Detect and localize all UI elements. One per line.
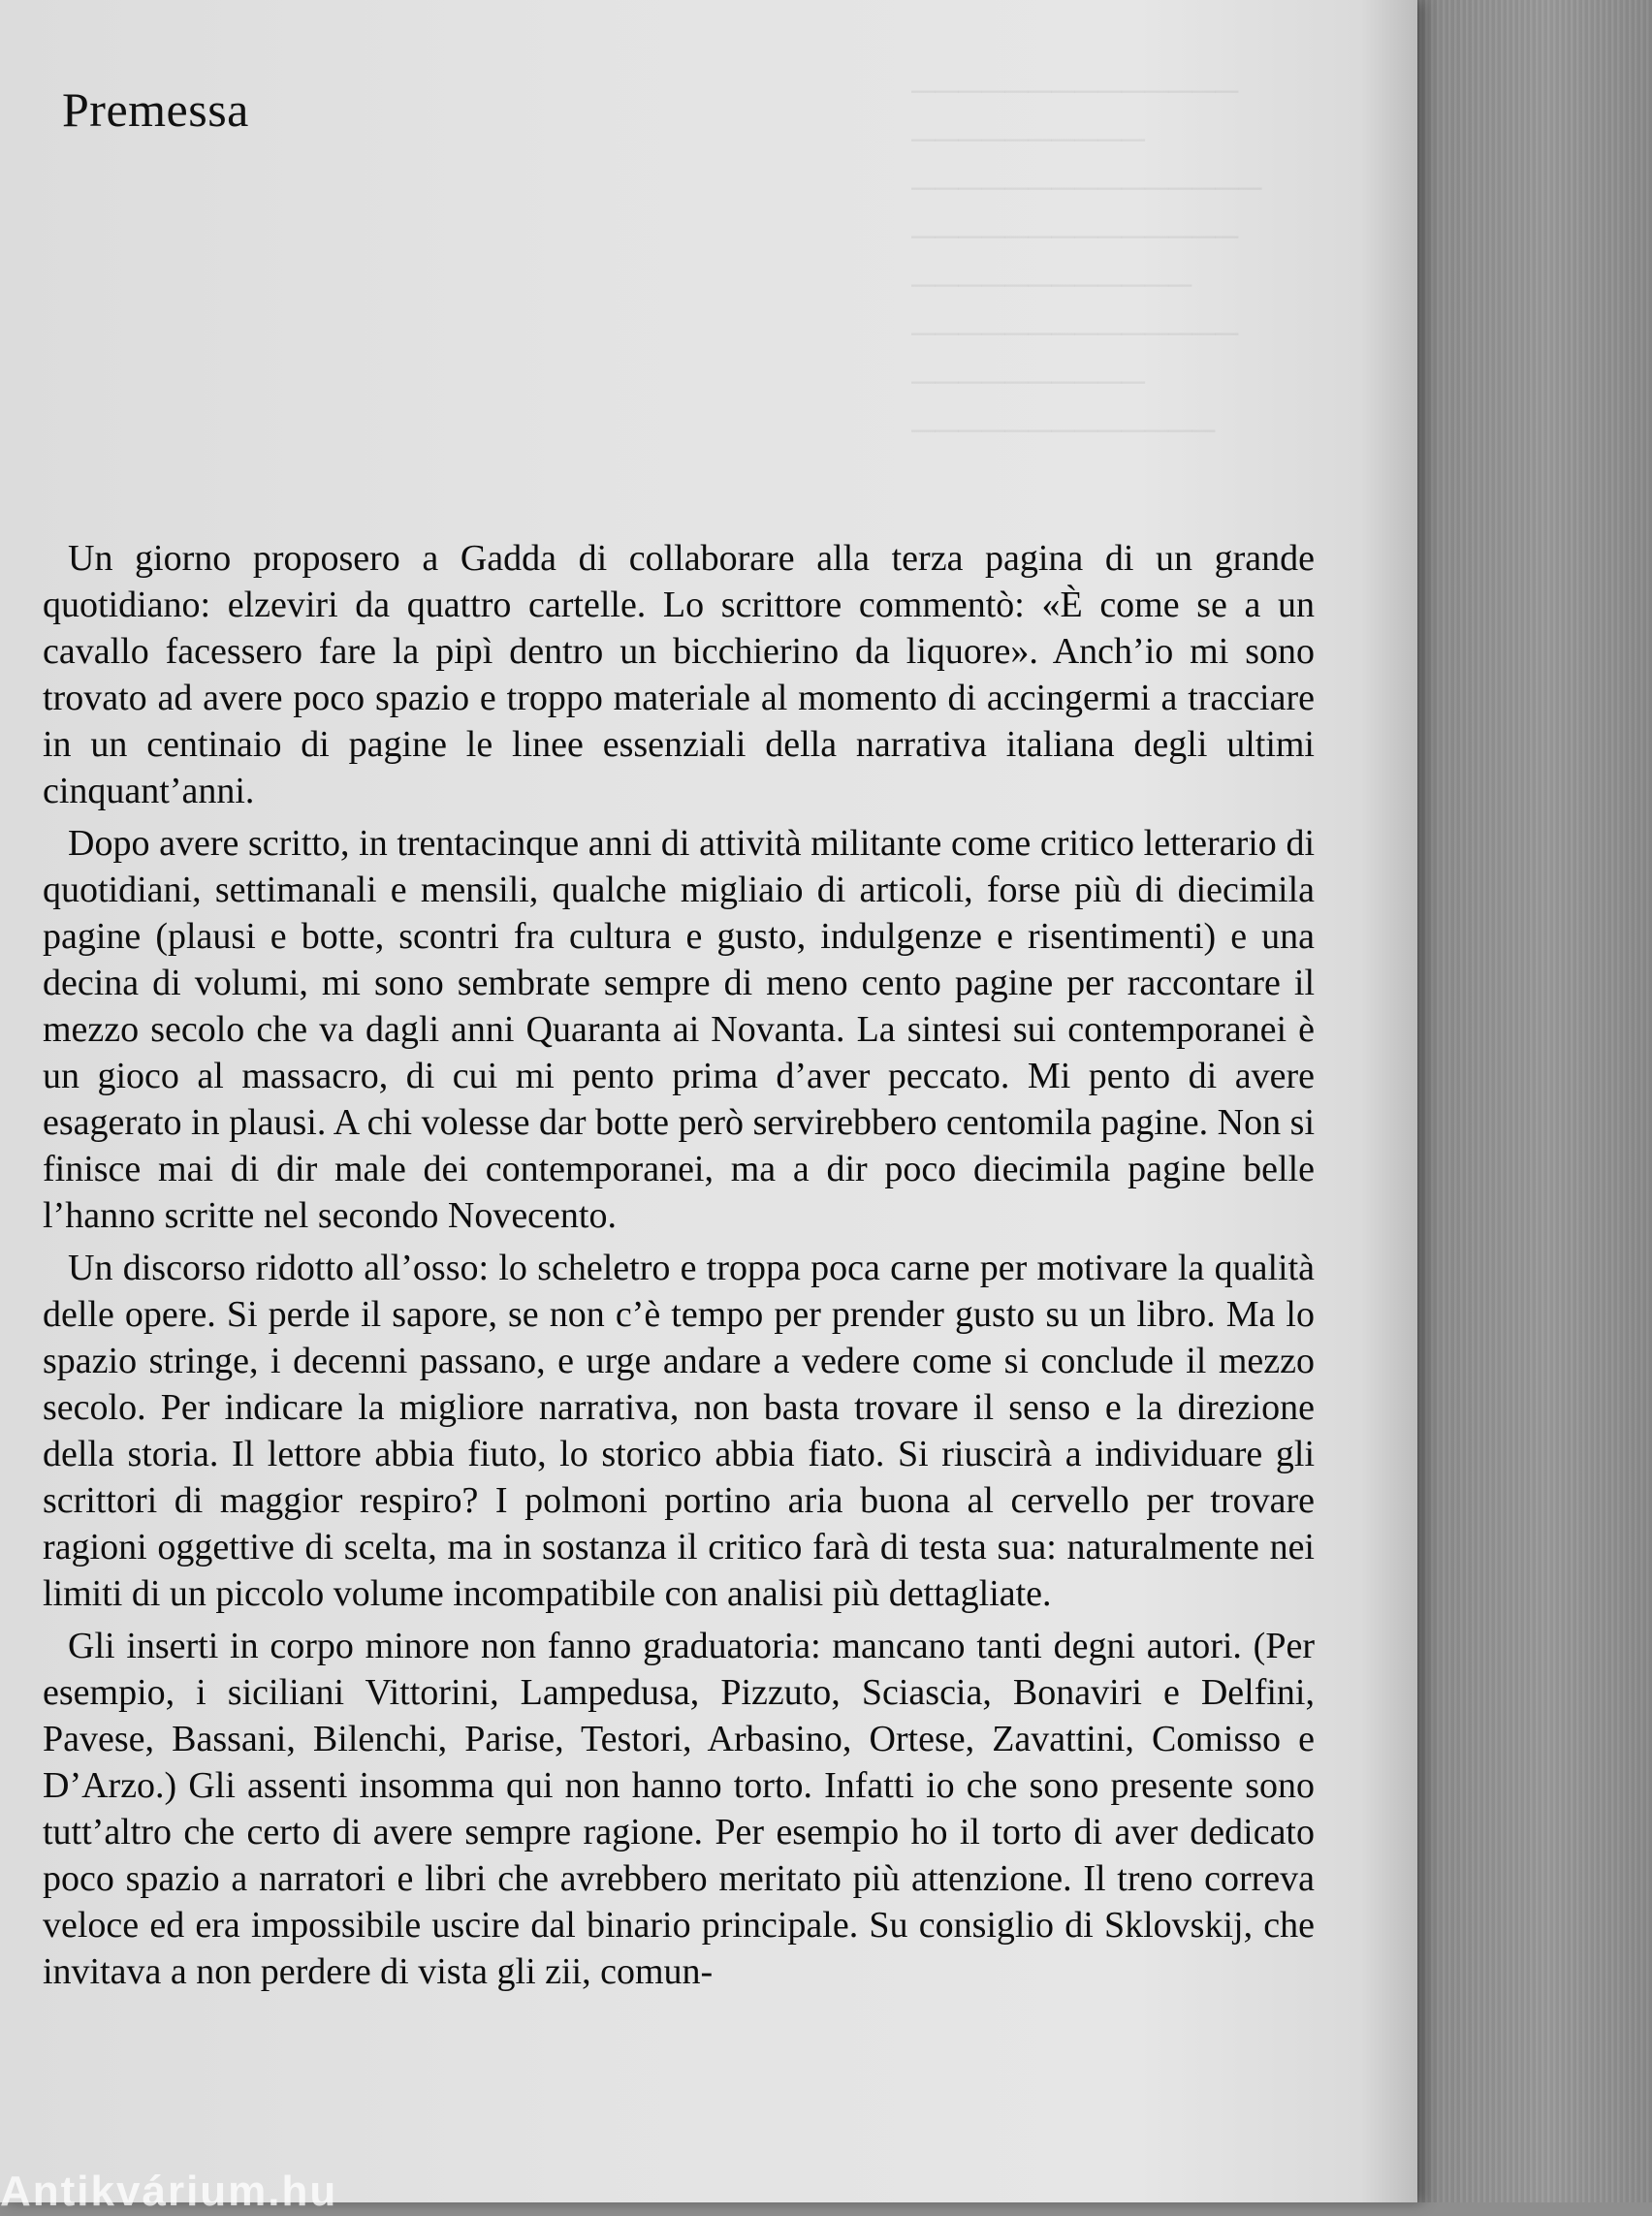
body-text <box>43 535 1315 2001</box>
watermark: Antikvárium.hu <box>0 2168 338 2215</box>
paragraph-3: Un discorso ridotto all’osso: lo scheletro e troppa poca carne per motivare la qualità delle opere. Si perde il sapore, se non c’è tempo per prender gusto su un libro. Ma lo spazio stringe, i decenni passano, e urge andare a vedere come si conclude il mezzo secolo. Per indicare la migliore narrativa, non basta trovare il senso e la direzione della storia. Il lettore abbia fiuto, lo storico abbia fiato. Si riuscirà a individuare gli scrittori di maggior respiro? I polmoni portino aria buona al cervello per trovare ragioni oggettive di scelta, ma in sostanza il critico farà di testa sua: naturalmente nei limiti di un piccolo volume incompatibile con analisi più dettagliate. <box>43 1248 1315 1614</box>
bleed-through-text: ────────────── ────────── ─────────────── ────────────── ──────────── ────────────── ────────── ───────────── <box>911 74 1262 449</box>
paragraph-1: Un giorno proposero a Gadda di collaborare alla terza pagina di un grande quotidiano: elzeviri da quattro cartelle. Lo scrittore commentò: «È come se a un cavallo facessero fare la pipì dentro un bicchierino da liquore». Anch’io mi sono trovato ad avere poco spazio e troppo materiale al momento di accingermi a tracciare in un centinaio di pagine le linee essenziali della narrativa italiana degli ultimi cinquant’anni. <box>43 538 1315 811</box>
page-title: Premessa <box>62 82 249 137</box>
paragraph-4: Gli inserti in corpo minore non fanno graduatoria: mancano tanti degni autori. (Per esempio, i siciliani Vittorini, Lampedusa, Pizzuto, Sciascia, Bonaviri e Delfini, Pavese, Bassani, Bilenchi, Parise, Testori, Arbasino, Ortese, Zavattini, Comisso e D’Arzo.) Gli assenti insomma qui non hanno torto. Infatti io che sono presente sono tutt’altro che certo di avere sempre ragione. Per esempio ho il torto di aver dedicato poco spazio a narratori e libri che avrebbero meritato più attenzione. Il treno correva veloce ed era impossibile uscire dal binario principale. Su consiglio di Sklovskij, che invitava a non perdere di vista gli zii, comun- <box>43 1626 1315 1992</box>
background-surface <box>1396 0 1652 2202</box>
paragraph-2: Dopo avere scritto, in trentacinque anni di attività militante come critico letterario di quotidiani, settimanali e mensili, qualche migliaio di articoli, forse più di diecimila pagine (plausi e botte, scontri fra cultura e gusto, indulgenze e risentimenti) e una decina di volumi, mi sono sembrate sempre di meno cento pagine per raccontare il mezzo secolo che va dagli anni Quaranta ai Novanta. La sintesi sui contemporanei è un gioco al massacro, di cui mi pento prima d’aver peccato. Mi pento di avere esagerato in plausi. A chi volesse dar botte però servirebbero centomila pagine. Non si finisce mai di dir male dei contemporanei, ma a dir poco diecimila pagine belle l’hanno scritte nel secondo Novecento. <box>43 823 1315 1236</box>
